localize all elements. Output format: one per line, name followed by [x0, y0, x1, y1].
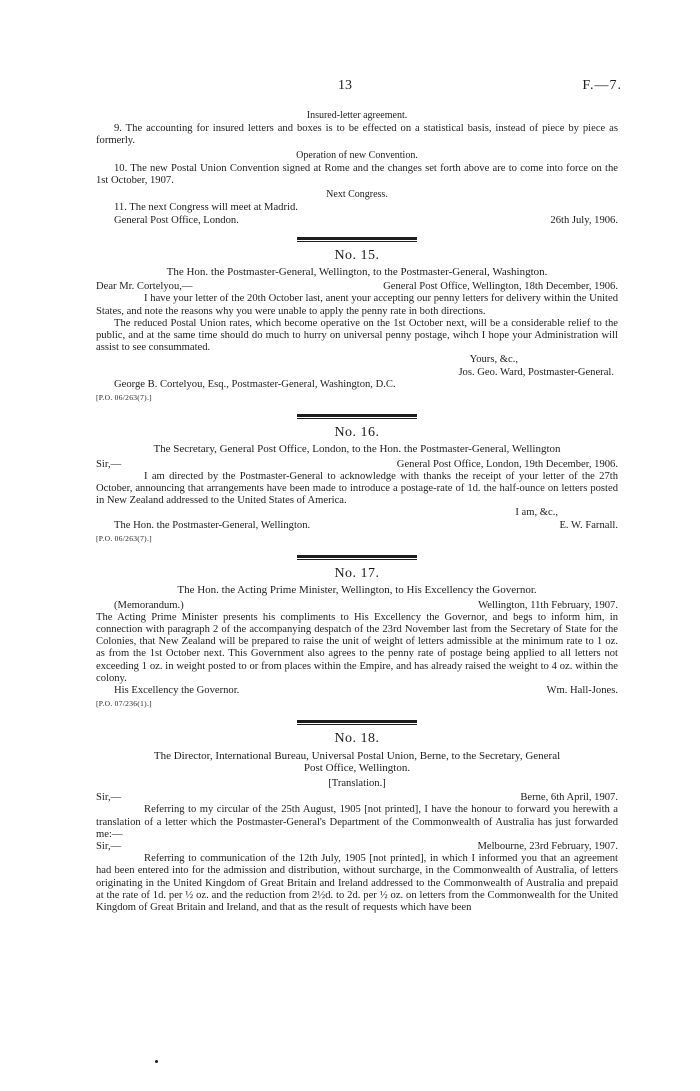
paragraph-16-1: I am directed by the Postmaster-General to acknowledge with thanks the receipt of your letter of the 27th October, announcing that arrangements have been made to introduce a postage-rate of 1d. the half-ounce on letters posted in New Zealand addressed to the United States of America.: [96, 470, 618, 507]
letter-number-16: No. 16.: [334, 425, 380, 441]
addressee-row-16: [96, 520, 618, 532]
letter-title-16: The Secretary, General Post Office, London, to the Hon. the Postmaster-General, Wellington: [153, 443, 561, 456]
closing-16: I am, &c.,: [515, 507, 558, 519]
salutation-18b: Sir,—: [96, 840, 122, 852]
file-ref-15: [P.O. 06/263(7).]: [96, 393, 152, 403]
salutation-row-18a: [96, 792, 618, 804]
salutation-row-16: [96, 459, 618, 471]
addressee-17: His Excellency the Governor.: [114, 684, 240, 696]
addressee-15: George B. Cortelyou, Esq., Postmaster-General, Washington, D.C.: [114, 378, 396, 390]
sign-date: 26th July, 1906.: [550, 214, 618, 226]
memo-row-17: [96, 600, 618, 612]
page-number: 13: [338, 78, 352, 93]
paragraph-15-2: The reduced Postal Union rates, which become operative on the 1st October next, will be a considerable relief to the public, and at the same time should do much to hurry on universal penny postage, wihch I hope your Administration will assist to see consummated.: [96, 317, 618, 354]
paragraph-9: 9. The accounting for insured letters and boxes is to be effected on a statistical basis, instead of piece by piece as formerly.: [96, 123, 618, 147]
letter-title-18-line1: The Director, International Bureau, Universal Postal Union, Berne, to the Secretary, General: [153, 749, 561, 762]
place-date-15: General Post Office, Wellington, 18th December, 1906.: [383, 281, 618, 293]
addressee-row-17: [96, 685, 618, 697]
paragraph-17-1: The Acting Prime Minister presents his compliments to His Excellency the Governor, and begs to inform him, in connection with paragraph 2 of the accompanying despatch of the 23rd November last from the Secretary of State for the Colonies, that New Zealand will be prepared to raise the unit of weight of letters admissible at the minimum rate to 1 oz. as from the 1st October next. This Government also agrees to the penny rate of postage being applied to all letters not exceeding 1 oz. in weight posted to or from places within the Empire, and has already raised the weight to 4 oz. within the colony.: [96, 611, 618, 684]
page-content: [96, 108, 618, 914]
place-date-16: General Post Office, London, 19th December, 1906.: [396, 458, 618, 470]
memo-label-17: (Memorandum.): [114, 599, 184, 611]
document-reference: F.—7.: [582, 78, 622, 93]
addressee-16: The Hon. the Postmaster-General, Wellington.: [114, 519, 311, 531]
signature-16: E. W. Farnall.: [559, 519, 618, 531]
sign-place: General Post Office, London.: [114, 214, 239, 226]
signature-17: Wm. Hall-Jones.: [546, 684, 618, 696]
paragraph-18-2: Referring to communication of the 12th July, 1905 [not printed], in which I informed you that an agreement had been entered into for the admission and distribution, without surcharge, in the Commonwealth of Australia, of letters originating in the United Kingdom of Great Britain and Ireland addressed to the Commonwealth of Australia and prepaid at the rate of 1d. per ½ oz. and the reduction from 2½d. to 2d. per ½ oz. on letters from the Commonwealth for the United Kingdom of Great Britain and Ireland, and that as the result of requests which have been: [96, 853, 618, 913]
translation-note: [Translation.]: [328, 777, 386, 789]
place-date-18b: Melbourne, 23rd February, 1907.: [477, 840, 618, 852]
ink-speck: [155, 1060, 158, 1063]
section-divider: [297, 414, 417, 419]
place-date-18a: Berne, 6th April, 1907.: [520, 792, 618, 804]
salutation-row-15: [96, 281, 618, 293]
file-ref-17: [P.O. 07/236(1).]: [96, 699, 152, 709]
paragraph-15-1: I have your letter of the 20th October last, anent your accepting our penny letters for delivery within the United States, and note the reasons why you were unable to apply the penny rate in both directions.: [96, 293, 618, 317]
paragraph-11: 11. The next Congress will meet at Madrid.: [114, 202, 298, 214]
salutation-18a: Sir,—: [96, 792, 122, 804]
section-divider: [297, 237, 417, 242]
letter-number-17: No. 17.: [334, 566, 380, 582]
letter-number-18: No. 18.: [334, 731, 380, 747]
signature-15: Jos. Geo. Ward, Postmaster-General.: [458, 366, 614, 378]
salutation-15: Dear Mr. Cortelyou,—: [96, 281, 193, 293]
section-divider: [297, 720, 417, 725]
letter-title-18-line2: Post Office, Wellington.: [303, 761, 411, 774]
salutation-row-18b: [96, 841, 618, 853]
signature-line: [96, 215, 618, 227]
subheading-next-congress: Next Congress.: [326, 189, 388, 201]
place-date-17: Wellington, 11th February, 1907.: [478, 599, 618, 611]
file-ref-16: [P.O. 06/263(7).]: [96, 533, 152, 543]
subheading-insured-letter: Insured-letter agreement.: [306, 110, 408, 121]
paragraph-10: 10. The new Postal Union Convention signed at Rome and the changes set forth above are to come into force on the 1st October, 1907.: [96, 162, 618, 187]
section-divider: [297, 555, 417, 560]
letter-number-15: No. 15.: [334, 247, 380, 263]
closing-15: Yours, &c.,: [469, 354, 518, 366]
subheading-operation: Operation of new Convention.: [296, 149, 418, 161]
letter-title-15: The Hon. the Postmaster-General, Wellington, to the Postmaster-General, Washington.: [166, 266, 548, 279]
letter-title-17: The Hon. the Acting Prime Minister, Wellington, to His Excellency the Governor.: [177, 584, 537, 597]
paragraph-18-1: Referring to my circular of the 25th August, 1905 [not printed], I have the honour to forward you herewith a translation of a letter which the Postmaster-General's Department of the Commonwealth of Australia has just forwarded me:—: [96, 804, 618, 840]
salutation-16: Sir,—: [96, 458, 122, 470]
